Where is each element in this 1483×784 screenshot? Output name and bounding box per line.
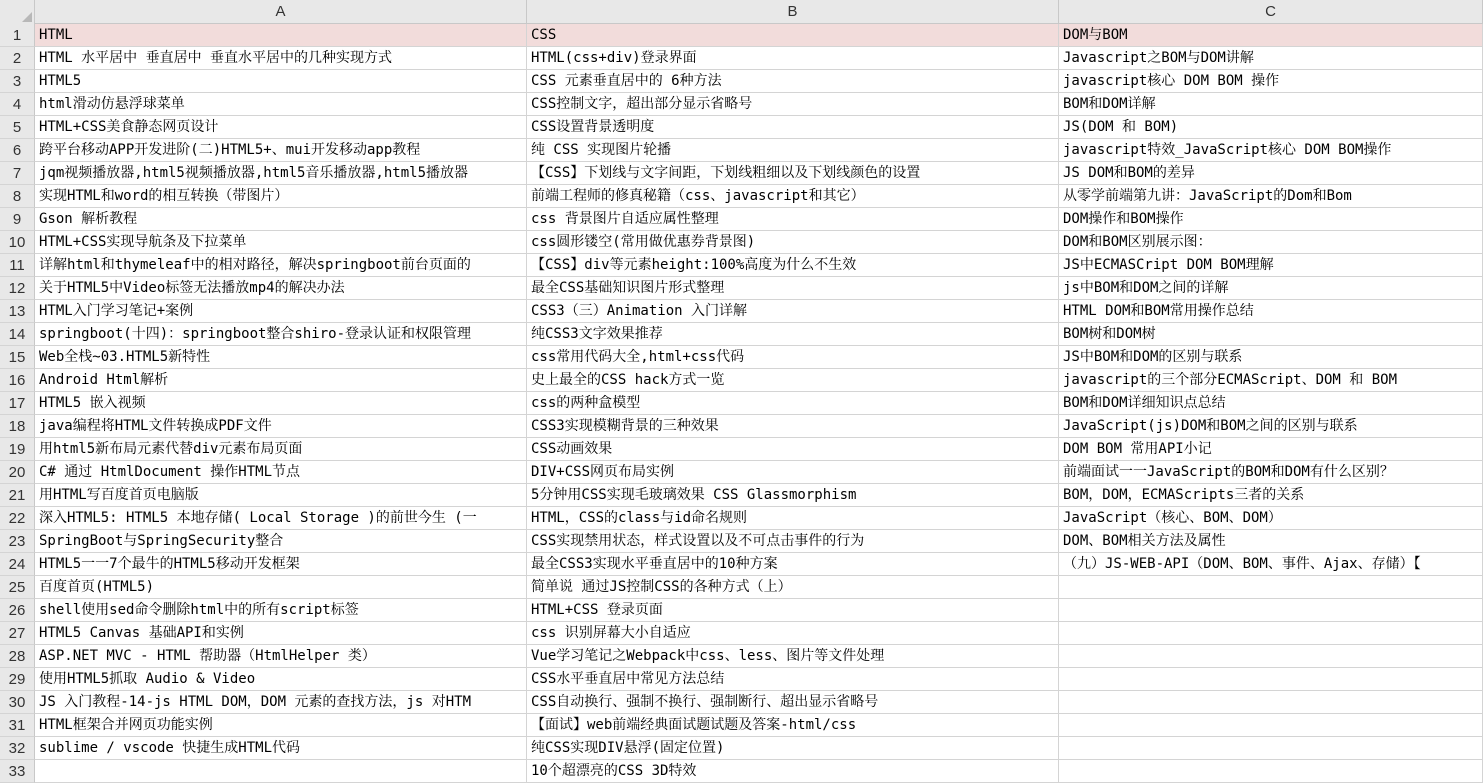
row-header[interactable]: 18 (0, 415, 35, 438)
table-row (0, 691, 1483, 714)
cell-b[interactable]: CSS设置背景透明度 (527, 116, 1059, 139)
table-row (0, 714, 1483, 737)
cell-b[interactable]: css常用代码大全,html+css代码 (527, 346, 1059, 369)
cell-c[interactable] (1059, 599, 1483, 622)
row-header[interactable]: 17 (0, 392, 35, 415)
table-row (0, 599, 1483, 622)
cell-b[interactable]: 纯 CSS 实现图片轮播 (527, 139, 1059, 162)
column-header-b[interactable]: B (527, 0, 1059, 24)
row-header[interactable]: 22 (0, 507, 35, 530)
cell-a[interactable]: HTML5一一7个最牛的HTML5移动开发框架 (35, 553, 527, 576)
table-row (0, 622, 1483, 645)
cell-c[interactable]: DOM和BOM区别展示图： (1059, 231, 1483, 254)
cell-a[interactable]: SpringBoot与SpringSecurity整合 (35, 530, 527, 553)
cell-b[interactable]: DIV+CSS网页布局实例 (527, 461, 1059, 484)
cell-a[interactable]: shell使用sed命令删除html中的所有script标签 (35, 599, 527, 622)
cell-a[interactable]: HTML5 嵌入视频 (35, 392, 527, 415)
cell-b[interactable]: CSS 元素垂直居中的 6种方法 (527, 70, 1059, 93)
cell-a[interactable]: ASP.NET MVC - HTML 帮助器（HtmlHelper 类） (35, 645, 527, 668)
cell-b[interactable]: 最全CSS基础知识图片形式整理 (527, 277, 1059, 300)
table-row (0, 254, 1483, 277)
cell-c[interactable] (1059, 760, 1483, 783)
row-header[interactable]: 29 (0, 668, 35, 691)
table-row (0, 300, 1483, 323)
row-header[interactable]: 16 (0, 369, 35, 392)
cell-b[interactable]: 最全CSS3实现水平垂直居中的10种方案 (527, 553, 1059, 576)
table-row (0, 208, 1483, 231)
cell-b[interactable]: 纯CSS实现DIV悬浮(固定位置) (527, 737, 1059, 760)
cell-a[interactable]: HTML入门学习笔记+案例 (35, 300, 527, 323)
table-row (0, 484, 1483, 507)
cell-c[interactable]: Javascript之BOM与DOM讲解 (1059, 47, 1483, 70)
cell-c[interactable]: JavaScript（核心、BOM、DOM） (1059, 507, 1483, 530)
row-header[interactable]: 15 (0, 346, 35, 369)
cell-a[interactable]: 实现HTML和word的相互转换（带图片） (35, 185, 527, 208)
table-row (0, 737, 1483, 760)
table-row (0, 645, 1483, 668)
table-row (0, 415, 1483, 438)
cell-a[interactable]: 跨平台移动APP开发进阶(二)HTML5+、mui开发移动app教程 (35, 139, 527, 162)
cell-c[interactable] (1059, 576, 1483, 599)
row-header[interactable]: 8 (0, 185, 35, 208)
table-row (0, 760, 1483, 783)
cell-a[interactable]: sublime / vscode 快捷生成HTML代码 (35, 737, 527, 760)
cell-c[interactable]: 前端面试一一JavaScript的BOM和DOM有什么区别？ (1059, 461, 1483, 484)
table-row (0, 323, 1483, 346)
table-row (0, 93, 1483, 116)
cell-a[interactable]: html滑动仿悬浮球菜单 (35, 93, 527, 116)
cell-a[interactable]: Android Html解析 (35, 369, 527, 392)
cell-b[interactable]: css 识别屏幕大小自适应 (527, 622, 1059, 645)
row-header[interactable]: 14 (0, 323, 35, 346)
row-header[interactable]: 5 (0, 116, 35, 139)
table-row (0, 346, 1483, 369)
cell-b[interactable]: CSS (527, 24, 1059, 47)
cell-b[interactable]: 【CSS】下划线与文字间距，下划线粗细以及下划线颜色的设置 (527, 162, 1059, 185)
table-row (0, 507, 1483, 530)
cell-c[interactable] (1059, 737, 1483, 760)
table-row (0, 392, 1483, 415)
cell-b[interactable]: 史上最全的CSS hack方式一览 (527, 369, 1059, 392)
row-header[interactable]: 20 (0, 461, 35, 484)
row-header[interactable]: 1 (0, 24, 35, 47)
row-header[interactable]: 19 (0, 438, 35, 461)
cell-c[interactable]: DOM、BOM相关方法及属性 (1059, 530, 1483, 553)
table-row (0, 47, 1483, 70)
cell-c[interactable]: JS中BOM和DOM的区别与联系 (1059, 346, 1483, 369)
cell-b[interactable]: HTML+CSS 登录页面 (527, 599, 1059, 622)
table-row (0, 162, 1483, 185)
cell-b[interactable]: css的两种盒模型 (527, 392, 1059, 415)
row-header[interactable]: 33 (0, 760, 35, 783)
cell-c[interactable] (1059, 622, 1483, 645)
table-row (0, 70, 1483, 93)
table-row (0, 438, 1483, 461)
row-header[interactable]: 21 (0, 484, 35, 507)
cell-b[interactable]: css圆形镂空(常用做优惠券背景图) (527, 231, 1059, 254)
select-all-corner[interactable] (0, 0, 35, 24)
cell-c[interactable] (1059, 714, 1483, 737)
table-row (0, 231, 1483, 254)
row-header[interactable]: 26 (0, 599, 35, 622)
cell-c[interactable]: BOM和DOM详解 (1059, 93, 1483, 116)
cell-b[interactable]: 【CSS】div等元素height:100%高度为什么不生效 (527, 254, 1059, 277)
table-row (0, 530, 1483, 553)
cell-b[interactable]: 5分钟用CSS实现毛玻璃效果 CSS Glassmorphism (527, 484, 1059, 507)
row-header[interactable]: 3 (0, 70, 35, 93)
row-header[interactable]: 27 (0, 622, 35, 645)
cell-c[interactable]: BOM和DOM详细知识点总结 (1059, 392, 1483, 415)
table-row (0, 277, 1483, 300)
table-row (0, 553, 1483, 576)
row-header[interactable]: 32 (0, 737, 35, 760)
cell-b[interactable]: 【面试】web前端经典面试题试题及答案-html/css (527, 714, 1059, 737)
row-header[interactable]: 6 (0, 139, 35, 162)
cell-a[interactable]: 百度首页(HTML5) (35, 576, 527, 599)
cell-c[interactable]: javascript核心 DOM BOM 操作 (1059, 70, 1483, 93)
cell-b[interactable]: CSS控制文字，超出部分显示省略号 (527, 93, 1059, 116)
row-header[interactable]: 25 (0, 576, 35, 599)
cell-a[interactable]: HTML+CSS美食静态网页设计 (35, 116, 527, 139)
cell-b[interactable]: 10个超漂亮的CSS 3D特效 (527, 760, 1059, 783)
cell-a[interactable]: C# 通过 HtmlDocument 操作HTML节点 (35, 461, 527, 484)
table-row (0, 369, 1483, 392)
row-header[interactable]: 28 (0, 645, 35, 668)
table-row (0, 461, 1483, 484)
cell-b[interactable]: CSS水平垂直居中常见方法总结 (527, 668, 1059, 691)
cell-a[interactable]: Gson 解析教程 (35, 208, 527, 231)
cell-a[interactable]: 用html5新布局元素代替div元素布局页面 (35, 438, 527, 461)
cell-c[interactable] (1059, 691, 1483, 714)
cell-a[interactable]: HTML+CSS实现导航条及下拉菜单 (35, 231, 527, 254)
cell-a[interactable]: 用HTML写百度首页电脑版 (35, 484, 527, 507)
table-row (0, 668, 1483, 691)
row-header[interactable]: 13 (0, 300, 35, 323)
cell-b[interactable]: css 背景图片自适应属性整理 (527, 208, 1059, 231)
row-header[interactable]: 11 (0, 254, 35, 277)
column-header-a[interactable]: A (35, 0, 527, 24)
cell-b[interactable]: CSS自动换行、强制不换行、强制断行、超出显示省略号 (527, 691, 1059, 714)
column-header-c[interactable]: C (1059, 0, 1483, 24)
cell-c[interactable] (1059, 668, 1483, 691)
table-row (0, 139, 1483, 162)
cell-c[interactable]: DOM与BOM (1059, 24, 1483, 47)
cell-c[interactable]: JS中ECMASCript DOM BOM理解 (1059, 254, 1483, 277)
cell-a[interactable] (35, 760, 527, 783)
cell-c[interactable]: （九）JS-WEB-API（DOM、BOM、事件、Ajax、存储）【 (1059, 553, 1483, 576)
cell-c[interactable]: DOM BOM 常用API小记 (1059, 438, 1483, 461)
cell-c[interactable]: javascript特效_JavaScript核心 DOM BOM操作 (1059, 139, 1483, 162)
cell-c[interactable] (1059, 645, 1483, 668)
row-header[interactable]: 9 (0, 208, 35, 231)
table-row (0, 116, 1483, 139)
cell-a[interactable]: java编程将HTML文件转换成PDF文件 (35, 415, 527, 438)
cell-b[interactable]: HTML(css+div)登录界面 (527, 47, 1059, 70)
row-header[interactable]: 10 (0, 231, 35, 254)
cell-a[interactable]: HTML 水平居中 垂直居中 垂直水平居中的几种实现方式 (35, 47, 527, 70)
cell-a[interactable]: HTML5 Canvas 基础API和实例 (35, 622, 527, 645)
cell-c[interactable]: BOM，DOM，ECMAScripts三者的关系 (1059, 484, 1483, 507)
cell-a[interactable]: HTML (35, 24, 527, 47)
cell-b[interactable]: HTML，CSS的class与id命名规则 (527, 507, 1059, 530)
cell-b[interactable]: Vue学习笔记之Webpack中css、less、图片等文件处理 (527, 645, 1059, 668)
cell-c[interactable]: js中BOM和DOM之间的详解 (1059, 277, 1483, 300)
table-row (0, 24, 1483, 47)
row-header[interactable]: 12 (0, 277, 35, 300)
cell-c[interactable]: 从零学前端第九讲：JavaScript的Dom和Bom (1059, 185, 1483, 208)
cell-a[interactable]: 详解html和thymeleaf中的相对路径，解决springboot前台页面的 (35, 254, 527, 277)
row-header[interactable]: 24 (0, 553, 35, 576)
cell-a[interactable]: 关于HTML5中Video标签无法播放mp4的解决办法 (35, 277, 527, 300)
cell-b[interactable]: CSS3实现模糊背景的三种效果 (527, 415, 1059, 438)
cell-c[interactable]: JS DOM和BOM的差异 (1059, 162, 1483, 185)
row-header[interactable]: 7 (0, 162, 35, 185)
cell-a[interactable]: Web全栈~03.HTML5新特性 (35, 346, 527, 369)
cell-b[interactable]: CSS动画效果 (527, 438, 1059, 461)
row-header[interactable]: 4 (0, 93, 35, 116)
cell-c[interactable]: JavaScript(js)DOM和BOM之间的区别与联系 (1059, 415, 1483, 438)
cell-b[interactable]: CSS3（三）Animation 入门详解 (527, 300, 1059, 323)
cell-a[interactable]: 深入HTML5: HTML5 本地存储( Local Storage )的前世今生 (一 (35, 507, 527, 530)
cell-b[interactable]: 前端工程师的修真秘籍（css、javascript和其它） (527, 185, 1059, 208)
cell-c[interactable]: HTML DOM和BOM常用操作总结 (1059, 300, 1483, 323)
cell-b[interactable]: 纯CSS3文字效果推荐 (527, 323, 1059, 346)
cell-b[interactable]: CSS实现禁用状态，样式设置以及不可点击事件的行为 (527, 530, 1059, 553)
cell-c[interactable]: DOM操作和BOM操作 (1059, 208, 1483, 231)
cell-c[interactable]: BOM树和DOM树 (1059, 323, 1483, 346)
row-header[interactable]: 30 (0, 691, 35, 714)
cell-a[interactable]: jqm视频播放器,html5视频播放器,html5音乐播放器,html5播放器 (35, 162, 527, 185)
cell-c[interactable]: JS(DOM 和 BOM) (1059, 116, 1483, 139)
cell-a[interactable]: springboot(十四)：springboot整合shiro-登录认证和权限管理 (35, 323, 527, 346)
cell-b[interactable]: 简单说 通过JS控制CSS的各种方式（上） (527, 576, 1059, 599)
table-row (0, 576, 1483, 599)
cell-a[interactable]: HTML5 (35, 70, 527, 93)
cell-a[interactable]: HTML框架合并网页功能实例 (35, 714, 527, 737)
column-header-row (0, 0, 1483, 24)
cell-a[interactable]: JS 入门教程-14-js HTML DOM，DOM 元素的查找方法，js 对HTM (35, 691, 527, 714)
row-header[interactable]: 31 (0, 714, 35, 737)
table-row (0, 185, 1483, 208)
cell-c[interactable]: javascript的三个部分ECMAScript、DOM 和 BOM (1059, 369, 1483, 392)
row-header[interactable]: 23 (0, 530, 35, 553)
cell-a[interactable]: 使用HTML5抓取 Audio & Video (35, 668, 527, 691)
row-header[interactable]: 2 (0, 47, 35, 70)
